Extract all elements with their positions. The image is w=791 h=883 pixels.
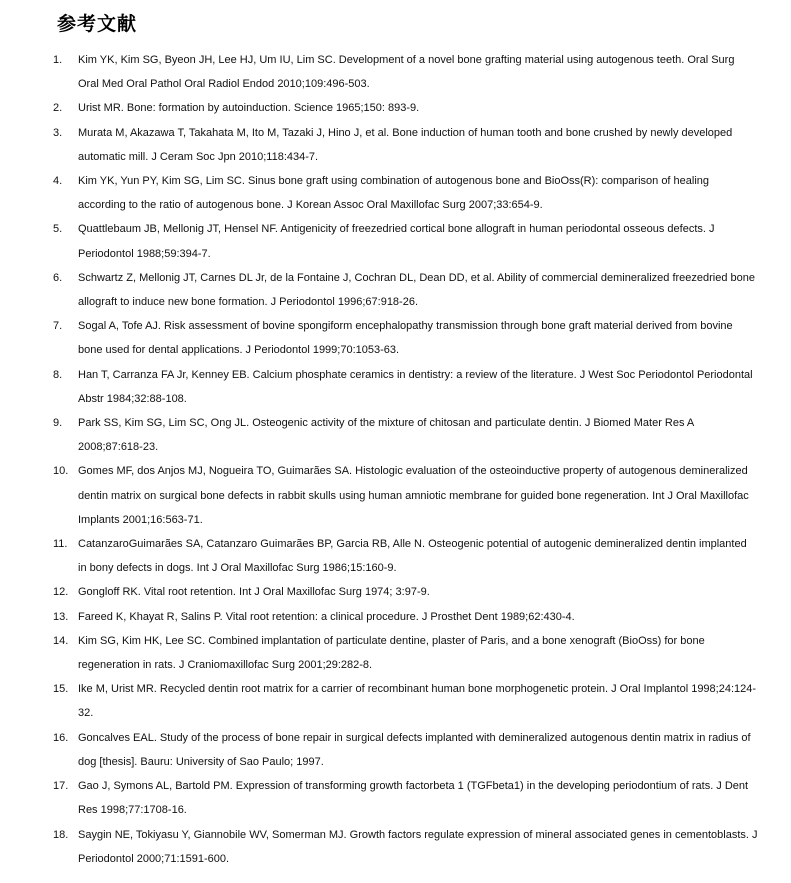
- reference-text: Murata M, Akazawa T, Takahata M, Ito M, Tazaki J, Hino J, et al. Bone induction of human tooth and bone crushed by newly developed automatic mill. J Ceram Soc Jpn 2010;118:434-7.: [78, 126, 733, 163]
- reference-item: [0, 96, 791, 120]
- reference-text: Gao J, Symons AL, Bartold PM. Expression of transforming growth factorbeta 1 (TGFbeta1) in the developing periodontium of rats. J Dent Res 1998;77:1708-16.: [78, 780, 749, 817]
- reference-item: [0, 217, 791, 265]
- reference-text: Saygin NE, Tokiyasu Y, Giannobile WV, Somerman MJ. Growth factors regulate expression of mineral associated genes in cementoblasts. J Periodontol 2000;71:1591-600.: [78, 828, 758, 865]
- reference-item: [0, 314, 791, 362]
- reference-number: 18.: [53, 828, 69, 841]
- reference-text: Fareed K, Khayat R, Salins P. Vital root retention: a clinical procedure. J Prosthet Dent 1989;62:430-4.: [78, 610, 575, 623]
- reference-text: CatanzaroGuimarães SA, Catanzaro Guimarães BP, Garcia RB, Alle N. Osteogenic potential of autogenic demineralized dentin implanted in bony defects in dogs. Int J Oral Maxillofac Surg 1986;15:160-9.: [78, 538, 747, 575]
- reference-item: [0, 411, 791, 459]
- reference-text: Gongloff RK. Vital root retention. Int J Oral Maxillofac Surg 1974; 3:97-9.: [78, 586, 430, 599]
- reference-number: 1.: [53, 54, 63, 66]
- reference-text: Sogal A, Tofe AJ. Risk assessment of bovine spongiform encephalopathy transmission through bone graft material derived from bovine bone used for dental applications. J Periodontol 1999;70:1053-63.: [78, 320, 733, 357]
- reference-number: 9.: [53, 417, 63, 430]
- reference-text: Kim YK, Kim SG, Byeon JH, Lee HJ, Um IU, Lim SC. Development of a novel bone grafting material using autogenous teeth. Oral Surg Oral Med Oral Pathol Oral Radiol Endod 2010;109:496-503.: [78, 54, 735, 91]
- reference-number: 17.: [53, 780, 69, 793]
- reference-number: 14.: [53, 634, 69, 647]
- reference-item: [0, 726, 791, 774]
- reference-item: [0, 363, 791, 411]
- reference-number: 13.: [53, 610, 69, 623]
- reference-number: 4.: [53, 175, 63, 188]
- reference-item: [0, 121, 791, 169]
- reference-number: 16.: [53, 731, 69, 744]
- reference-item: [0, 48, 791, 96]
- reference-item: [0, 629, 791, 677]
- reference-text: Schwartz Z, Mellonig JT, Carnes DL Jr, de la Fontaine J, Cochran DL, Dean DD, et al. Ability of commercial demineralized freezedried bone allograft to induce new bone formation. J Periodontol 1996;67:918-26.: [78, 271, 756, 309]
- reference-text: Park SS, Kim SG, Lim SC, Ong JL. Osteogenic activity of the mixture of chitosan and particulate dentin. J Biomed Mater Res A 2008;87:618-23.: [78, 417, 694, 454]
- reference-text: Urist MR. Bone: formation by autoinduction. Science 1965;150: 893-9.: [78, 102, 420, 115]
- reference-item: [0, 459, 791, 532]
- reference-text: Han T, Carranza FA Jr, Kenney EB. Calcium phosphate ceramics in dentistry: a review of the literature. J West Soc Periodontol Periodontal Abstr 1984;32:88-108.: [78, 368, 753, 405]
- reference-item: [0, 677, 791, 725]
- reference-list: [0, 48, 791, 871]
- reference-number: 2.: [53, 102, 63, 115]
- reference-item: [0, 532, 791, 580]
- reference-text: Kim YK, Yun PY, Kim SG, Lim SC. Sinus bone graft using combination of autogenous bone and BioOss(R): comparison of healing according to the ratio of autogenous bone. J Korean Assoc Oral Maxillofac Surg 2007;33:654-9.: [78, 175, 710, 212]
- reference-number: 15.: [53, 683, 69, 696]
- reference-number: 8.: [53, 368, 63, 381]
- reference-item: [0, 266, 791, 314]
- reference-item: [0, 605, 791, 629]
- reference-item: [0, 580, 791, 604]
- reference-text: Goncalves EAL. Study of the process of bone repair in surgical defects implanted with demineralized autogenous dentin matrix in radius of dog [thesis]. Bauru: University of Sao Paulo; 1997.: [78, 731, 751, 768]
- reference-item: [0, 169, 791, 217]
- reference-number: 7.: [53, 320, 63, 333]
- reference-number: 12.: [53, 586, 69, 599]
- reference-text: Quattlebaum JB, Mellonig JT, Hensel NF. Antigenicity of freezedried cortical bone allograft in human periodontal osseous defects. J Periodontol 1988;59:394-7.: [78, 223, 715, 260]
- reference-item: [0, 774, 791, 822]
- reference-number: 11.: [53, 538, 68, 551]
- reference-number: 6.: [53, 271, 63, 284]
- reference-number: 5.: [53, 223, 63, 236]
- reference-item: [0, 823, 791, 871]
- reference-text: Gomes MF, dos Anjos MJ, Nogueira TO, Guimarães SA. Histologic evaluation of the osteoinductive property of autogenous demineralized dentin matrix on surgical bone defects in rabbit skulls using human amniotic membrane for guided bone regeneration. Int J Oral Maxillofac Implants 2001;16:563-71.: [78, 465, 749, 526]
- page-title: 参考文献: [57, 13, 138, 35]
- reference-text: Ike M, Urist MR. Recycled dentin root matrix for a carrier of recombinant human bone morphogenetic protein. J Oral Implantol 1998;24:124-32.: [78, 683, 757, 720]
- reference-text: Kim SG, Kim HK, Lee SC. Combined implantation of particulate dentine, plaster of Paris, and a bone xenograft (BioOss) for bone regeneration in rats. J Craniomaxillofac Surg 2001;29:282-8.: [78, 634, 705, 672]
- reference-number: 3.: [53, 126, 63, 139]
- reference-number: 10.: [53, 465, 69, 478]
